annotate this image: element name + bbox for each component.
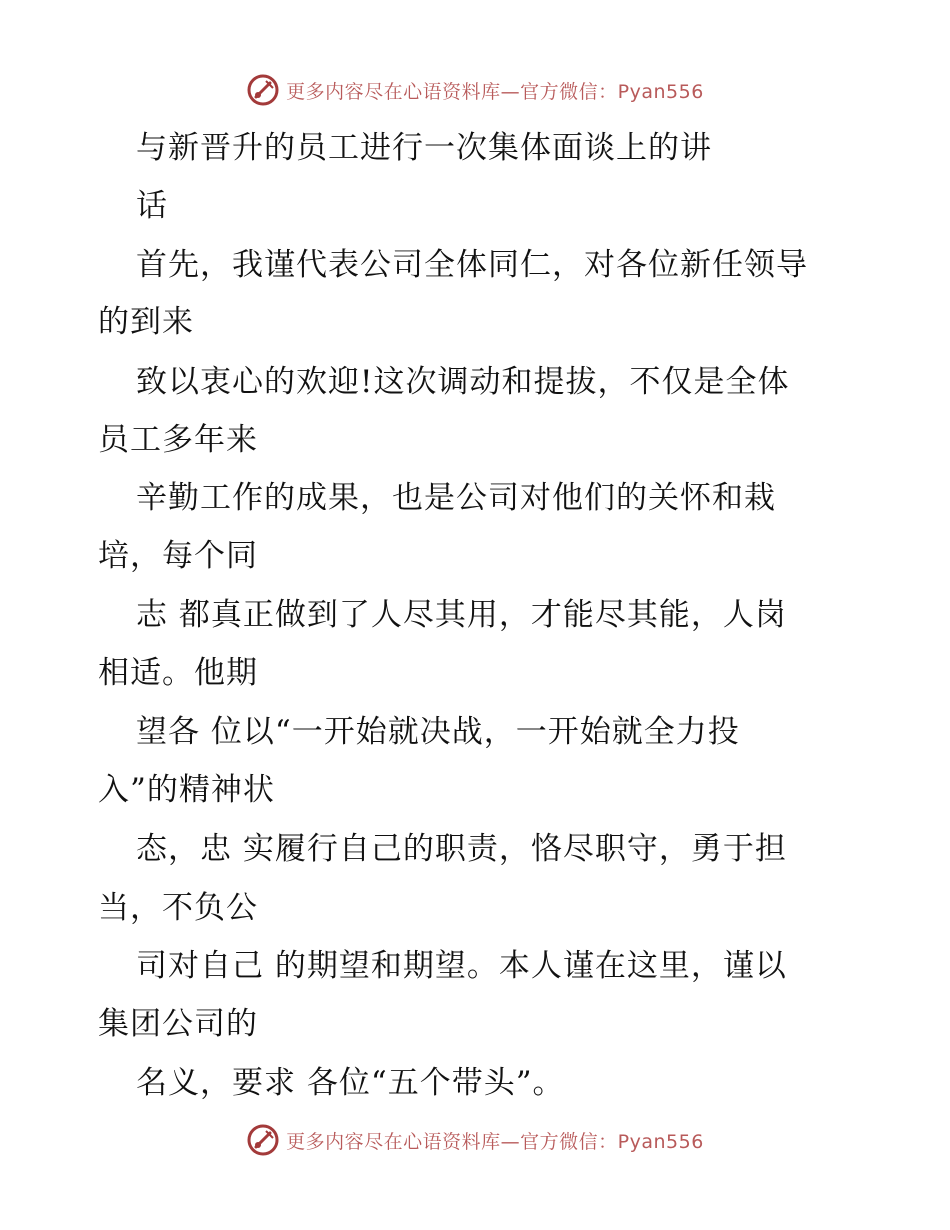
document-line: 志 都真正做到了人尽其用，才能尽其能，人岗 [136,597,787,633]
document-line: 辛勤工作的成果，也是公司对他们的关怀和栽 [136,480,776,516]
document-line: 与新晋升的员工进行一次集体面谈上的讲 [136,130,712,166]
document-line: 入”的精神状 [98,772,275,808]
document-line: 话 [136,188,168,224]
document-line: 培，每个同 [98,538,258,574]
header-banner-text: 更多内容尽在心语资料库—官方微信：Pyan556 [286,80,704,103]
logo-icon [246,1123,280,1157]
document-line: 致以衷心的欢迎!这次调动和提拔，不仅是全体 [136,364,790,400]
document-line: 员工多年来 [98,422,258,458]
document-line: 集团公司的 [98,1006,258,1042]
document-line: 望各 位以“一开始就决战，一开始就全力投 [136,714,740,750]
document-line: 相适。他期 [98,655,258,691]
footer-banner-text: 更多内容尽在心语资料库—官方微信：Pyan556 [286,1130,704,1153]
document-line: 的到来 [98,304,194,340]
footer-banner [0,1120,950,1160]
document-line: 首先，我谨代表公司全体同仁，对各位新任领导 [136,247,808,283]
document-line: 名义，要求 各位“五个带头”。 [136,1065,565,1101]
document-line: 态，忠 实履行自己的职责，恪尽职守，勇于担 [136,831,787,867]
document-line: 当，不负公 [98,890,258,926]
document-line: 司对自己 的期望和期望。本人谨在这里，谨以 [136,948,787,984]
